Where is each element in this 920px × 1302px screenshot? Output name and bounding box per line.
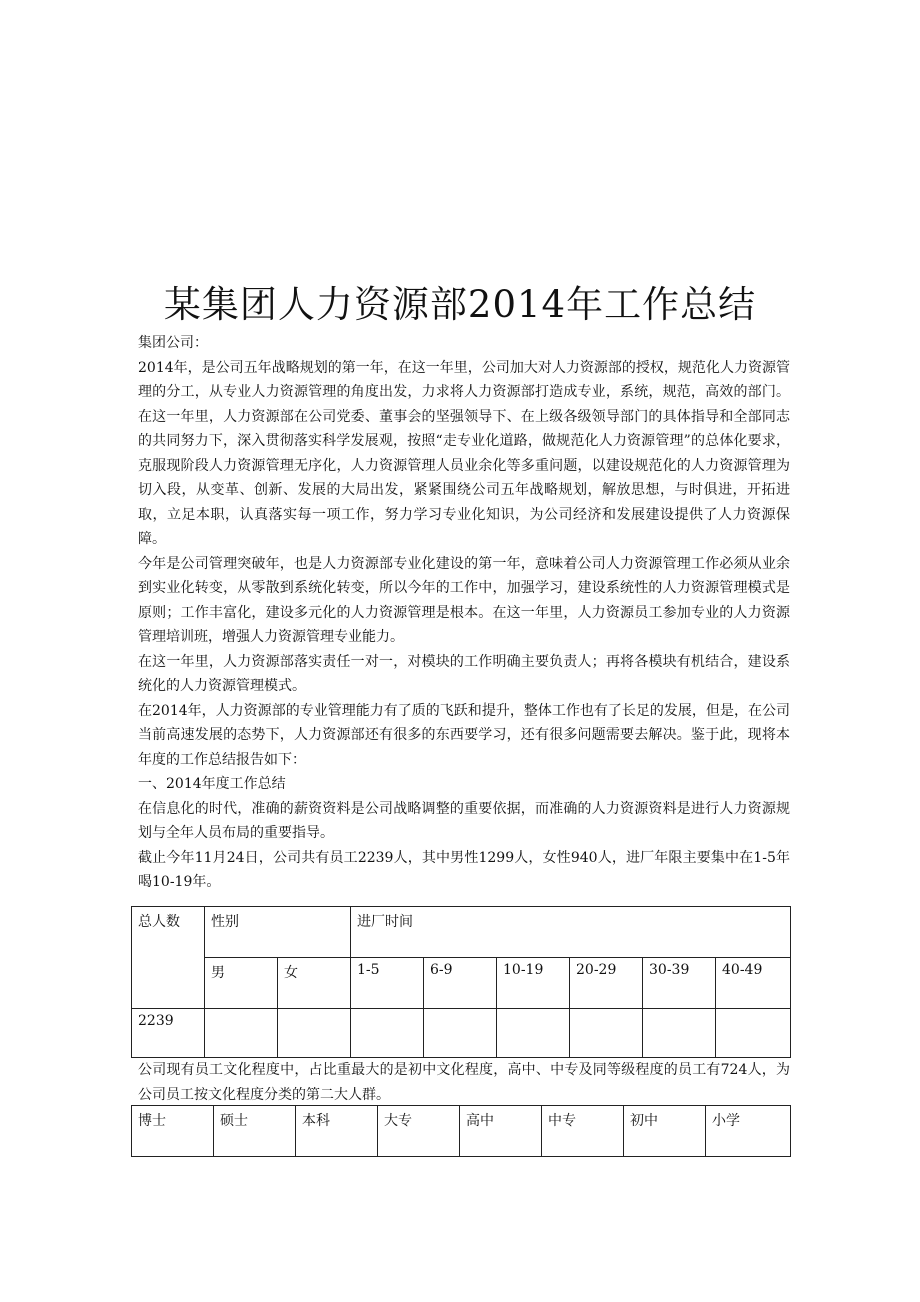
document-body-continued [138, 1058, 790, 1107]
document-title: 某集团人力资源部2014年工作总结 [163, 283, 757, 326]
header-cell: 高中 [460, 1106, 542, 1157]
header-cell: 大专 [378, 1106, 460, 1157]
document-body [138, 331, 790, 895]
table-cell [278, 1009, 351, 1058]
header-cell: 6-9 [424, 958, 497, 1009]
header-cell: 博士 [132, 1106, 214, 1157]
paragraph: 公司现有员工文化程度中，占比重最大的是初中文化程度，高中、中专及同等级程度的员工有724人，为公司员工按文化程度分类的第二大人群。 [138, 1062, 790, 1103]
header-cell: 进厂时间 [351, 907, 791, 958]
header-cell: 30-39 [643, 958, 716, 1009]
header-cell: 硕士 [214, 1106, 296, 1157]
table-cell [424, 1009, 497, 1058]
paragraph: 2014年，是公司五年战略规划的第一年，在这一年里，公司加大对人力资源部的授权，规范化人力资源管理的分工，从专业人力资源管理的角度出发，力求将人力资源部打造成专业，系统，规范，高效的部门。在这一年里，人力资源部在公司党委、董事会的坚强领导下、在上级各级领导部门的具体指导和全部同志的共同努力下，深入贯彻落实科学发展观，按照“走专业化道路，做规范化人力资源管理”的总体化要求，克服现阶段人力资源管理无序化，人力资源管理人员业余化等多重问题，以建设规范化的人力资源管理为切入段，从变革、创新、发展的大局出发，紧紧围绕公司五年战略规划，解放思想，与时俱进，开拓进取，立足本职，认真落实每一项工作，努力学习专业化知识，为公司经济和发展建设提供了人力资源保障。 [138, 359, 790, 547]
table-cell [716, 1009, 791, 1058]
header-cell: 初中 [624, 1106, 706, 1157]
header-cell: 总人数 [132, 907, 205, 1009]
education-table [131, 1105, 791, 1157]
table-cell [570, 1009, 643, 1058]
paragraph: 在这一年里，人力资源部落实责任一对一，对模块的工作明确主要负责人；再将各模块有机结合，建设系统化的人力资源管理模式。 [138, 653, 790, 694]
header-cell: 10-19 [497, 958, 570, 1009]
paragraph: 在信息化的时代，准确的薪资资料是公司战略调整的重要依据，而准确的人力资源资料是进行人力资源规划与全年人员布局的重要指导。 [138, 800, 790, 841]
paragraph: 今年是公司管理突破年，也是人力资源部专业化建设的第一年，意味着公司人力资源管理工作必须从业余到实业化转变，从零散到系统化转变，所以今年的工作中，加强学习，建设系统性的人力资源管理模式是原则；工作丰富化，建设多元化的人力资源管理是根本。在这一年里，人力资源员工参加专业的人力资源管理培训班，增强人力资源管理专业能力。 [138, 555, 790, 645]
table-cell [351, 1009, 424, 1058]
table-cell [643, 1009, 716, 1058]
header-cell: 男 [205, 958, 278, 1009]
header-cell: 40-49 [716, 958, 791, 1009]
header-cell: 小学 [706, 1106, 791, 1157]
salutation: 集团公司： [138, 335, 208, 351]
header-cell: 性别 [205, 907, 351, 958]
table-cell [205, 1009, 278, 1058]
header-cell: 中专 [542, 1106, 624, 1157]
header-cell: 20-29 [570, 958, 643, 1009]
header-cell: 1-5 [351, 958, 424, 1009]
header-cell: 本科 [296, 1106, 378, 1157]
paragraph: 截止今年11月24日，公司共有员工2239人，其中男性1299人，女性940人，进厂年限主要集中在1-5年喝10-19年。 [138, 849, 790, 890]
header-cell: 女 [278, 958, 351, 1009]
staff-table [131, 906, 791, 1058]
paragraph: 在2014年，人力资源部的专业管理能力有了质的飞跃和提升，整体工作也有了长足的发展，但是，在公司当前高速发展的态势下，人力资源部还有很多的东西要学习，还有很多问题需要去解决。鉴于此，现将本年度的工作总结报告如下： [138, 702, 790, 768]
table-cell [497, 1009, 570, 1058]
table-cell: 2239 [132, 1009, 205, 1058]
section-heading: 一、2014年度工作总结 [138, 776, 286, 792]
